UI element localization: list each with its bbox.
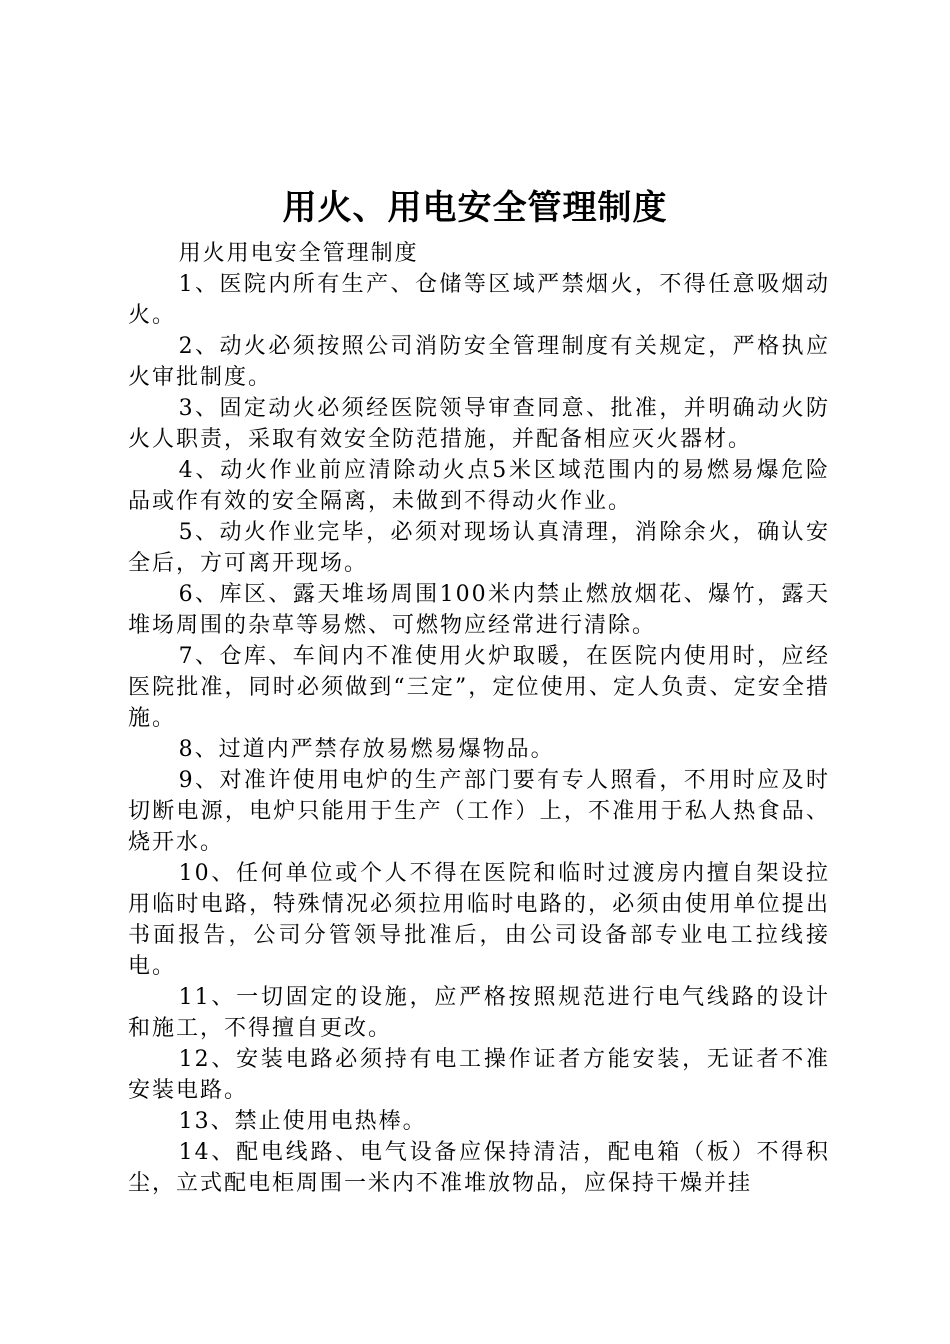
paragraph-rule-3: 3、固定动火必须经医院领导审查同意、批准，并明确动火防火人职责，采取有效安全防范措施，并配备相应灭火器材。 [128,396,830,452]
paragraph-rule-5: 5、动火作业完毕，必须对现场认真清理，消除余火，确认安全后，方可离开现场。 [128,520,830,576]
paragraph-rule-9: 9、对准许使用电炉的生产部门要有专人照看，不用时应及时切断电源，电炉只能用于生产（工作）上，不准用于私人热食品、烧开水。 [128,768,830,855]
paragraph-rule-10: 10、任何单位或个人不得在医院和临时过渡房内擅自架设拉用临时电路，特殊情况必须拉用临时电路的，必须由使用单位提出书面报告，公司分管领导批准后，由公司设备部专业电工拉线接电。 [128,861,830,979]
document-body [128,238,830,1199]
paragraph-rule-2: 2、动火必须按照公司消防安全管理制度有关规定，严格执应火审批制度。 [128,334,830,390]
document-title: 用火、用电安全管理制度 [282,188,668,228]
paragraph-rule-7: 7、仓库、车间内不准使用火炉取暖，在医院内使用时，应经医院批准，同时必须做到“三定”，定位使用、定人负责、定安全措施。 [128,644,830,731]
paragraph-subtitle: 用火用电安全管理制度 [178,241,419,266]
paragraph-rule-11: 11、一切固定的设施，应严格按照规范进行电气线路的设计和施工，不得擅自更改。 [128,985,830,1041]
paragraph-rule-1: 1、医院内所有生产、仓储等区域严禁烟火，不得任意吸烟动火。 [128,272,830,328]
paragraph-rule-4: 4、动火作业前应清除动火点5米区域范围内的易燃易爆危险品或作有效的安全隔离，未做到不得动火作业。 [128,458,830,514]
paragraph-rule-14: 14、配电线路、电气设备应保持清洁，配电箱（板）不得积尘，立式配电柜周围一米内不准堆放物品，应保持干燥并挂 [128,1140,830,1196]
paragraph-rule-8: 8、过道内严禁存放易燃易爆物品。 [178,737,555,762]
paragraph-rule-12: 12、安装电路必须持有电工操作证者方能安装，无证者不准安装电路。 [128,1047,830,1103]
paragraph-rule-13: 13、禁止使用电热棒。 [178,1109,427,1134]
paragraph-rule-6: 6、库区、露天堆场周围100米内禁止燃放烟花、爆竹，露天堆场周围的杂草等易燃、可燃物应经常进行清除。 [128,582,830,638]
